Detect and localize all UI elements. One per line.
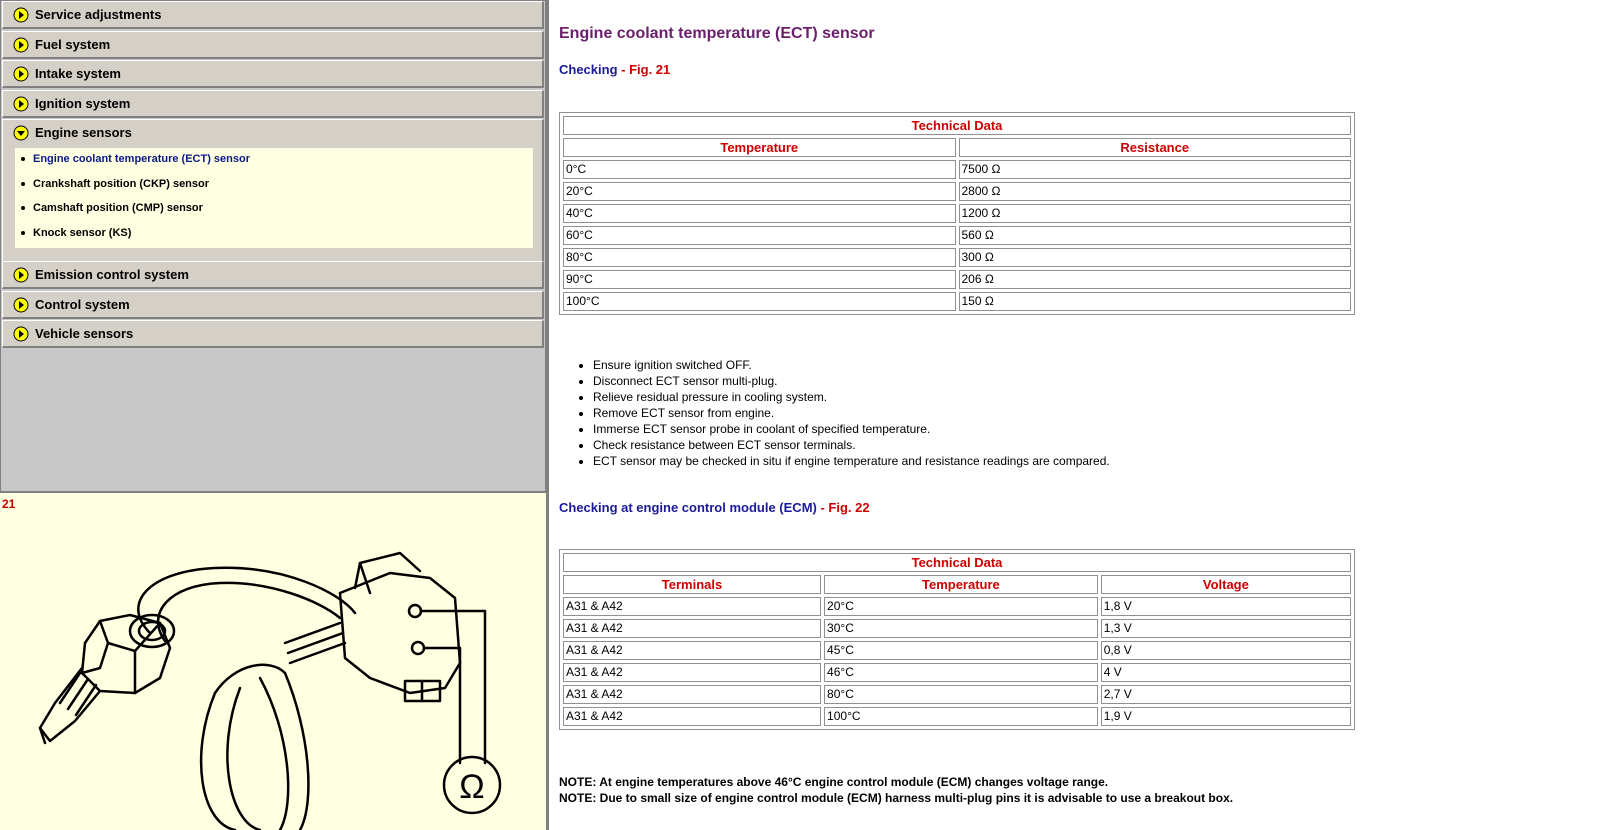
table-cell: 560 Ω [959,226,1352,245]
table-cell: 7500 Ω [959,160,1352,179]
bullet-icon [21,206,25,210]
table-cell: 1,3 V [1101,619,1351,638]
table-cell: A31 & A42 [563,619,821,638]
table-cell: 1,8 V [1101,597,1351,616]
arrow-down-icon [13,125,29,141]
checking-label: Checking [559,62,618,77]
column-header: Temperature [824,575,1098,594]
arrow-right-icon [13,326,29,342]
table-cell: 100°C [563,292,956,311]
menu-item-fuel-system[interactable] [2,31,544,59]
table-cell: 40°C [563,204,956,223]
page-title: Engine coolant temperature (ECT) sensor [559,25,875,42]
table-cell: 80°C [563,248,956,267]
note: NOTE: At engine temperatures above 46°C engine control module (ECM) changes voltage range. [559,775,1109,789]
resistance-table [559,112,1355,315]
submenu-item-label: Camshaft position (CMP) sensor [33,202,203,214]
table-row [563,685,1351,704]
figure-number: 21 [2,497,16,511]
procedure-steps [573,357,1110,469]
left-pane [0,0,548,830]
figure-pane [0,491,547,830]
menu-item-label: Vehicle sensors [35,326,134,341]
menu-item-intake-system[interactable] [2,60,544,88]
list-item: • Ensure ignition switched OFF. [593,357,1110,373]
bullet-icon [21,231,25,235]
table-cell: 2,7 V [1101,685,1351,704]
menu-item-label: Ignition system [35,96,131,111]
table-row [563,248,1351,267]
table-cell: 45°C [824,641,1098,660]
arrow-right-icon [13,37,29,53]
ohm-symbol: Ω [459,768,485,806]
list-item: • Check resistance between ECT sensor terminals. [593,437,1110,453]
submenu-item-ect-sensor[interactable] [21,152,250,166]
bullet-icon [21,182,25,186]
content-pane [549,0,1597,830]
table-cell: 90°C [563,270,956,289]
menu-item-emission-control-system[interactable] [2,261,544,289]
menu-item-ignition-system[interactable] [2,90,544,118]
submenu-item-ckp-sensor[interactable] [21,177,209,191]
submenu-item-label: Crankshaft position (CKP) sensor [33,178,210,190]
table-cell: A31 & A42 [563,641,821,660]
table-cell: 206 Ω [959,270,1352,289]
menu-item-control-system[interactable] [2,291,544,319]
table-row [563,641,1351,660]
fig-21-link[interactable]: Fig. 21 [629,62,671,77]
table-row [563,597,1351,616]
menu-item-label: Service adjustments [35,7,162,22]
table-cell: 300 Ω [959,248,1352,267]
note: NOTE: Due to small size of engine control module (ECM) harness multi-plug pins it is advisable to use a breakout box. [559,791,1234,805]
table-row [563,707,1351,726]
table-cell: 4 V [1101,663,1351,682]
table-row [563,226,1351,245]
table-cell: 100°C [824,707,1098,726]
table-cell: 2800 Ω [959,182,1352,201]
menu-item-label: Control system [35,297,130,312]
menu-item-service-adjustments[interactable] [2,1,544,29]
submenu-item-knock-sensor[interactable] [21,226,131,240]
notes [559,774,1233,806]
table-cell: 20°C [824,597,1098,616]
arrow-right-icon [13,297,29,313]
table-row [563,182,1351,201]
column-header: Terminals [563,575,821,594]
table-cell: 80°C [824,685,1098,704]
ect-sensor-illustration [0,493,545,830]
menu-item-engine-sensors[interactable] [2,119,544,266]
voltage-table [559,549,1355,730]
column-header: Voltage [1101,575,1351,594]
table-cell: 1,9 V [1101,707,1351,726]
arrow-right-icon [13,7,29,23]
checking-ecm-label: Checking at engine control module (ECM) [559,500,817,515]
checking-ecm-sep: - [816,500,829,515]
arrow-right-icon [13,96,29,112]
table-caption: Technical Data [563,116,1351,135]
table-cell: A31 & A42 [563,663,821,682]
arrow-right-icon [13,267,29,283]
table-row [563,270,1351,289]
submenu-item-cmp-sensor[interactable] [21,201,203,215]
table-caption: Technical Data [563,553,1351,572]
menu-item-vehicle-sensors[interactable] [2,320,544,348]
table-cell: 0,8 V [1101,641,1351,660]
table-row [563,663,1351,682]
table-cell: 60°C [563,226,956,245]
column-header: Temperature [563,138,956,157]
table-row [563,204,1351,223]
column-header: Resistance [959,138,1352,157]
menu-item-label: Fuel system [35,37,111,52]
table-cell: 0°C [563,160,956,179]
checking-heading [559,62,670,77]
table-cell: 30°C [824,619,1098,638]
fig-22-link[interactable]: Fig. 22 [828,500,870,515]
menu-item-label: Emission control system [35,267,189,282]
submenu-item-label: Engine coolant temperature (ECT) sensor [33,153,250,165]
table-row [563,619,1351,638]
table-cell: A31 & A42 [563,597,821,616]
checking-ecm-heading [559,500,870,515]
table-cell: 20°C [563,182,956,201]
list-item: • Immerse ECT sensor probe in coolant of specified temperature. [593,421,1110,437]
table-row [563,160,1351,179]
table-row [563,292,1351,311]
list-item: • Relieve residual pressure in cooling system. [593,389,1110,405]
table-cell: A31 & A42 [563,685,821,704]
list-item: • Remove ECT sensor from engine. [593,405,1110,421]
table-cell: 150 Ω [959,292,1352,311]
menu-item-label: Engine sensors [35,125,132,140]
checking-sep: - [617,62,630,77]
menu-item-label: Intake system [35,66,121,81]
table-cell: A31 & A42 [563,707,821,726]
arrow-right-icon [13,66,29,82]
submenu-item-label: Knock sensor (KS) [33,227,132,239]
list-item: • ECT sensor may be checked in situ if engine temperature and resistance readings are compared. [593,453,1110,469]
table-cell: 46°C [824,663,1098,682]
table-cell: 1200 Ω [959,204,1352,223]
bullet-icon [21,157,25,161]
engine-sensors-submenu [15,148,533,248]
navigation-menu [0,0,546,495]
list-item: • Disconnect ECT sensor multi-plug. [593,373,1110,389]
